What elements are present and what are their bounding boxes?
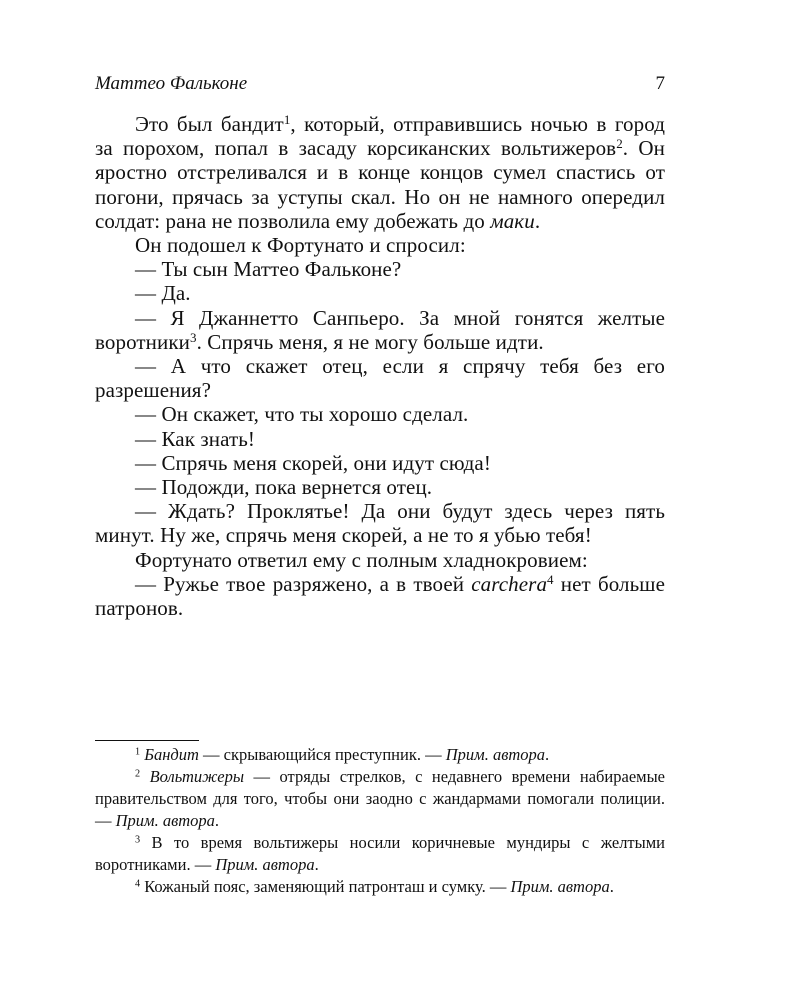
footnote-text: Кожаный пояс, заменяющий патронташ и сумку. — [140,877,511,896]
footnote-attribution: Прим. автора [510,877,610,896]
footnote-text: — отряды стрелков, с недавнего времени набираемые правительством для того, чтобы они заодно с жандармами помогали полиции. — [95,767,665,830]
running-title: Маттео Фальконе [95,73,248,94]
dialogue-line: — Подожди, пока вернется отец. [135,475,433,500]
footnote-attribution: Прим. автора [445,745,546,764]
emphasis: маки [490,208,535,233]
dialogue-line: — Ты сын Маттео Фальконе? [135,257,402,282]
footnote-number: 4 [135,878,141,890]
emphasis: carchera [471,571,548,596]
footnote [95,744,665,766]
dialogue-line: — Ждать? Проклятье! Да они будут здесь через пять минут. Ну же, спрячь меня скорей, а не то я убью тебя! [95,499,665,548]
page-number: 7 [655,73,665,94]
footnote-ref: 1 [283,111,291,127]
footnote-attribution: Прим. автора [115,811,215,830]
text-run: — Я Джаннетто Санпьеро. За мной гонятся желтые воротники [95,305,665,354]
paragraph: Он подошел к Фортунато и спросил: [135,233,466,258]
footnote-term: Вольтижеры [149,767,245,786]
footnote-text: . [314,855,319,874]
dialogue-line: — Как знать! [135,426,256,451]
dialogue-line: — А что скажет отец, если я спрячу тебя без его разрешения? [95,354,665,403]
text-run: . Он яростно отстреливался и в конце концов сумел спастись от погони, прячась за уступы скал. Но он не намного опередил солдат: рана не позволила ему добежать до [95,136,665,233]
footnote [95,766,665,832]
footnote-term: Бандит [144,745,199,764]
footnote-ref: 4 [547,571,554,587]
dialogue-line [95,572,665,620]
running-header [95,72,665,96]
footnote-number: 2 [135,768,141,780]
footnote-text: — скрывающийся преступник. — [198,745,446,764]
footnote-ref: 3 [190,329,197,345]
footnote-separator [95,740,199,741]
text-run: нет больше патронов. [95,571,665,621]
footnote [95,832,665,876]
footnote-attribution: Прим. автора [215,855,315,874]
footnote-text: . [214,811,220,830]
dialogue-line: — Да. [135,281,191,306]
text-run: Это был бандит [135,112,284,136]
paragraph: Фортунато ответил ему с полным хладнокровием: [135,547,588,572]
dialogue-line [95,306,665,354]
footnote-number: 1 [135,746,141,758]
text-run: , который, отправившись ночью в город за порохом, попал в засаду корсиканских вольтижеров [95,112,665,161]
paragraph [95,112,665,233]
main-text [95,112,665,620]
dialogue-line: — Спрячь меня скорей, они идут сюда! [135,450,491,475]
footnote [95,876,665,898]
text-run: . Спрячь меня, я не могу больше идти. [196,329,544,354]
footnote-number: 3 [135,834,141,846]
footnotes [95,744,665,898]
footnote-text: . [545,745,550,764]
text-run: . [534,208,541,233]
text-run: — Ружье твое разряжено, а в твоей [135,571,472,596]
footnote-ref: 2 [616,136,623,152]
dialogue-line: — Он скажет, что ты хорошо сделал. [135,402,469,427]
footnote-text: В то время вольтижеры носили коричневые мундиры с желтыми воротниками. — [95,833,665,874]
footnote-text: . [609,877,614,896]
